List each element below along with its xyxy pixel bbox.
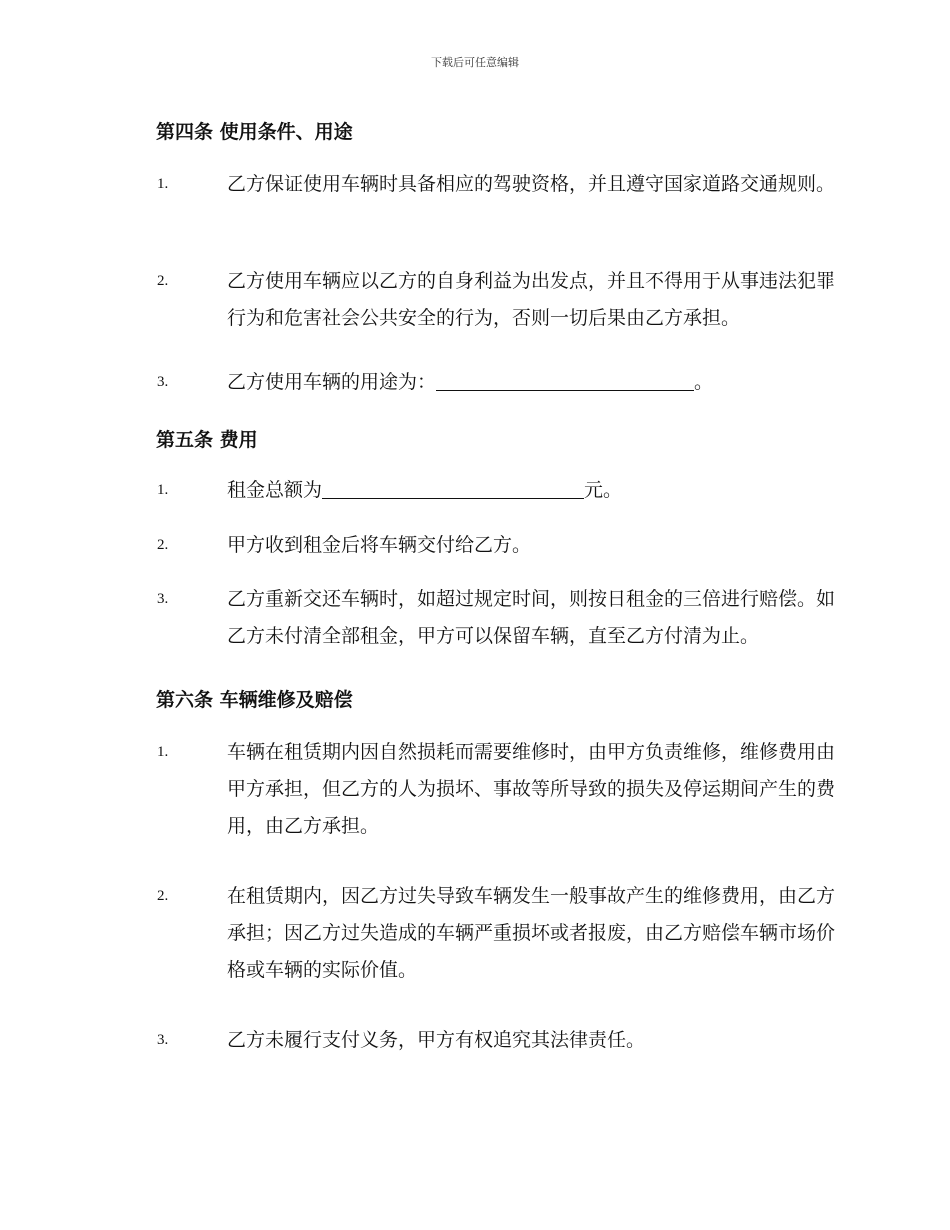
clause-number: 1.: [157, 482, 169, 498]
clause-number: 2.: [157, 273, 169, 289]
clause-4-1: [113, 166, 838, 203]
section-heading-4: 第四条 使用条件、用途: [156, 121, 353, 143]
fill-in-blank-rent-total[interactable]: [322, 478, 584, 499]
clause-text: 甲方收到租金后将车辆交付给乙方。: [227, 534, 532, 556]
clause-number: 3.: [157, 374, 169, 390]
clause-text: 乙方重新交还车辆时，如超过规定时间，则按日租金的三倍进行赔偿。如乙方未付清全部租金，甲方可以保留车辆，直至乙方付清为止。: [227, 588, 836, 647]
clause-text: 车辆在租赁期内因自然损耗而需要维修时，由甲方负责维修，维修费用由甲方承担，但乙方的人为损坏、事故等所导致的损失及停运期间产生的费用，由乙方承担。: [227, 741, 836, 837]
clause-text: 乙方使用车辆的用途为：: [227, 371, 437, 393]
clause-6-3: [113, 1022, 838, 1059]
clause-number: 2.: [157, 888, 169, 904]
clause-text: 乙方使用车辆应以乙方的自身利益为出发点，并且不得用于从事违法犯罪行为和危害社会公共安全的行为，否则一切后果由乙方承担。: [227, 270, 836, 329]
clause-text: 乙方未履行支付义务，甲方有权追究其法律责任。: [227, 1029, 646, 1051]
clause-6-1: [113, 734, 838, 845]
clause-text: 租金总额为: [227, 479, 323, 501]
page-header: 下载后可任意编辑: [431, 56, 519, 69]
section-heading-6: 第六条 车辆维修及赔偿: [156, 689, 353, 711]
clause-number: 2.: [157, 537, 169, 553]
clause-6-2: [113, 878, 838, 989]
clause-4-3: [113, 364, 838, 401]
clause-5-1: [113, 472, 838, 509]
clause-text: 乙方保证使用车辆时具备相应的驾驶资格，并且遵守国家道路交通规则。: [227, 173, 836, 195]
clause-number: 1.: [157, 744, 169, 760]
clause-number: 1.: [157, 176, 169, 192]
fill-in-blank-usage[interactable]: [436, 370, 694, 391]
clause-4-2: [113, 263, 838, 337]
section-heading-5: 第五条 费用: [156, 429, 258, 451]
clause-text-end: 。: [694, 371, 714, 393]
clause-number: 3.: [157, 1032, 169, 1048]
clause-text-end: 元。: [584, 479, 623, 501]
clause-5-3: [113, 581, 838, 655]
clause-number: 3.: [157, 591, 169, 607]
clause-text: 在租赁期内，因乙方过失导致车辆发生一般事故产生的维修费用，由乙方承担；因乙方过失造成的车辆严重损坏或者报废，由乙方赔偿车辆市场价格或车辆的实际价值。: [227, 885, 836, 981]
clause-5-2: [113, 527, 838, 564]
